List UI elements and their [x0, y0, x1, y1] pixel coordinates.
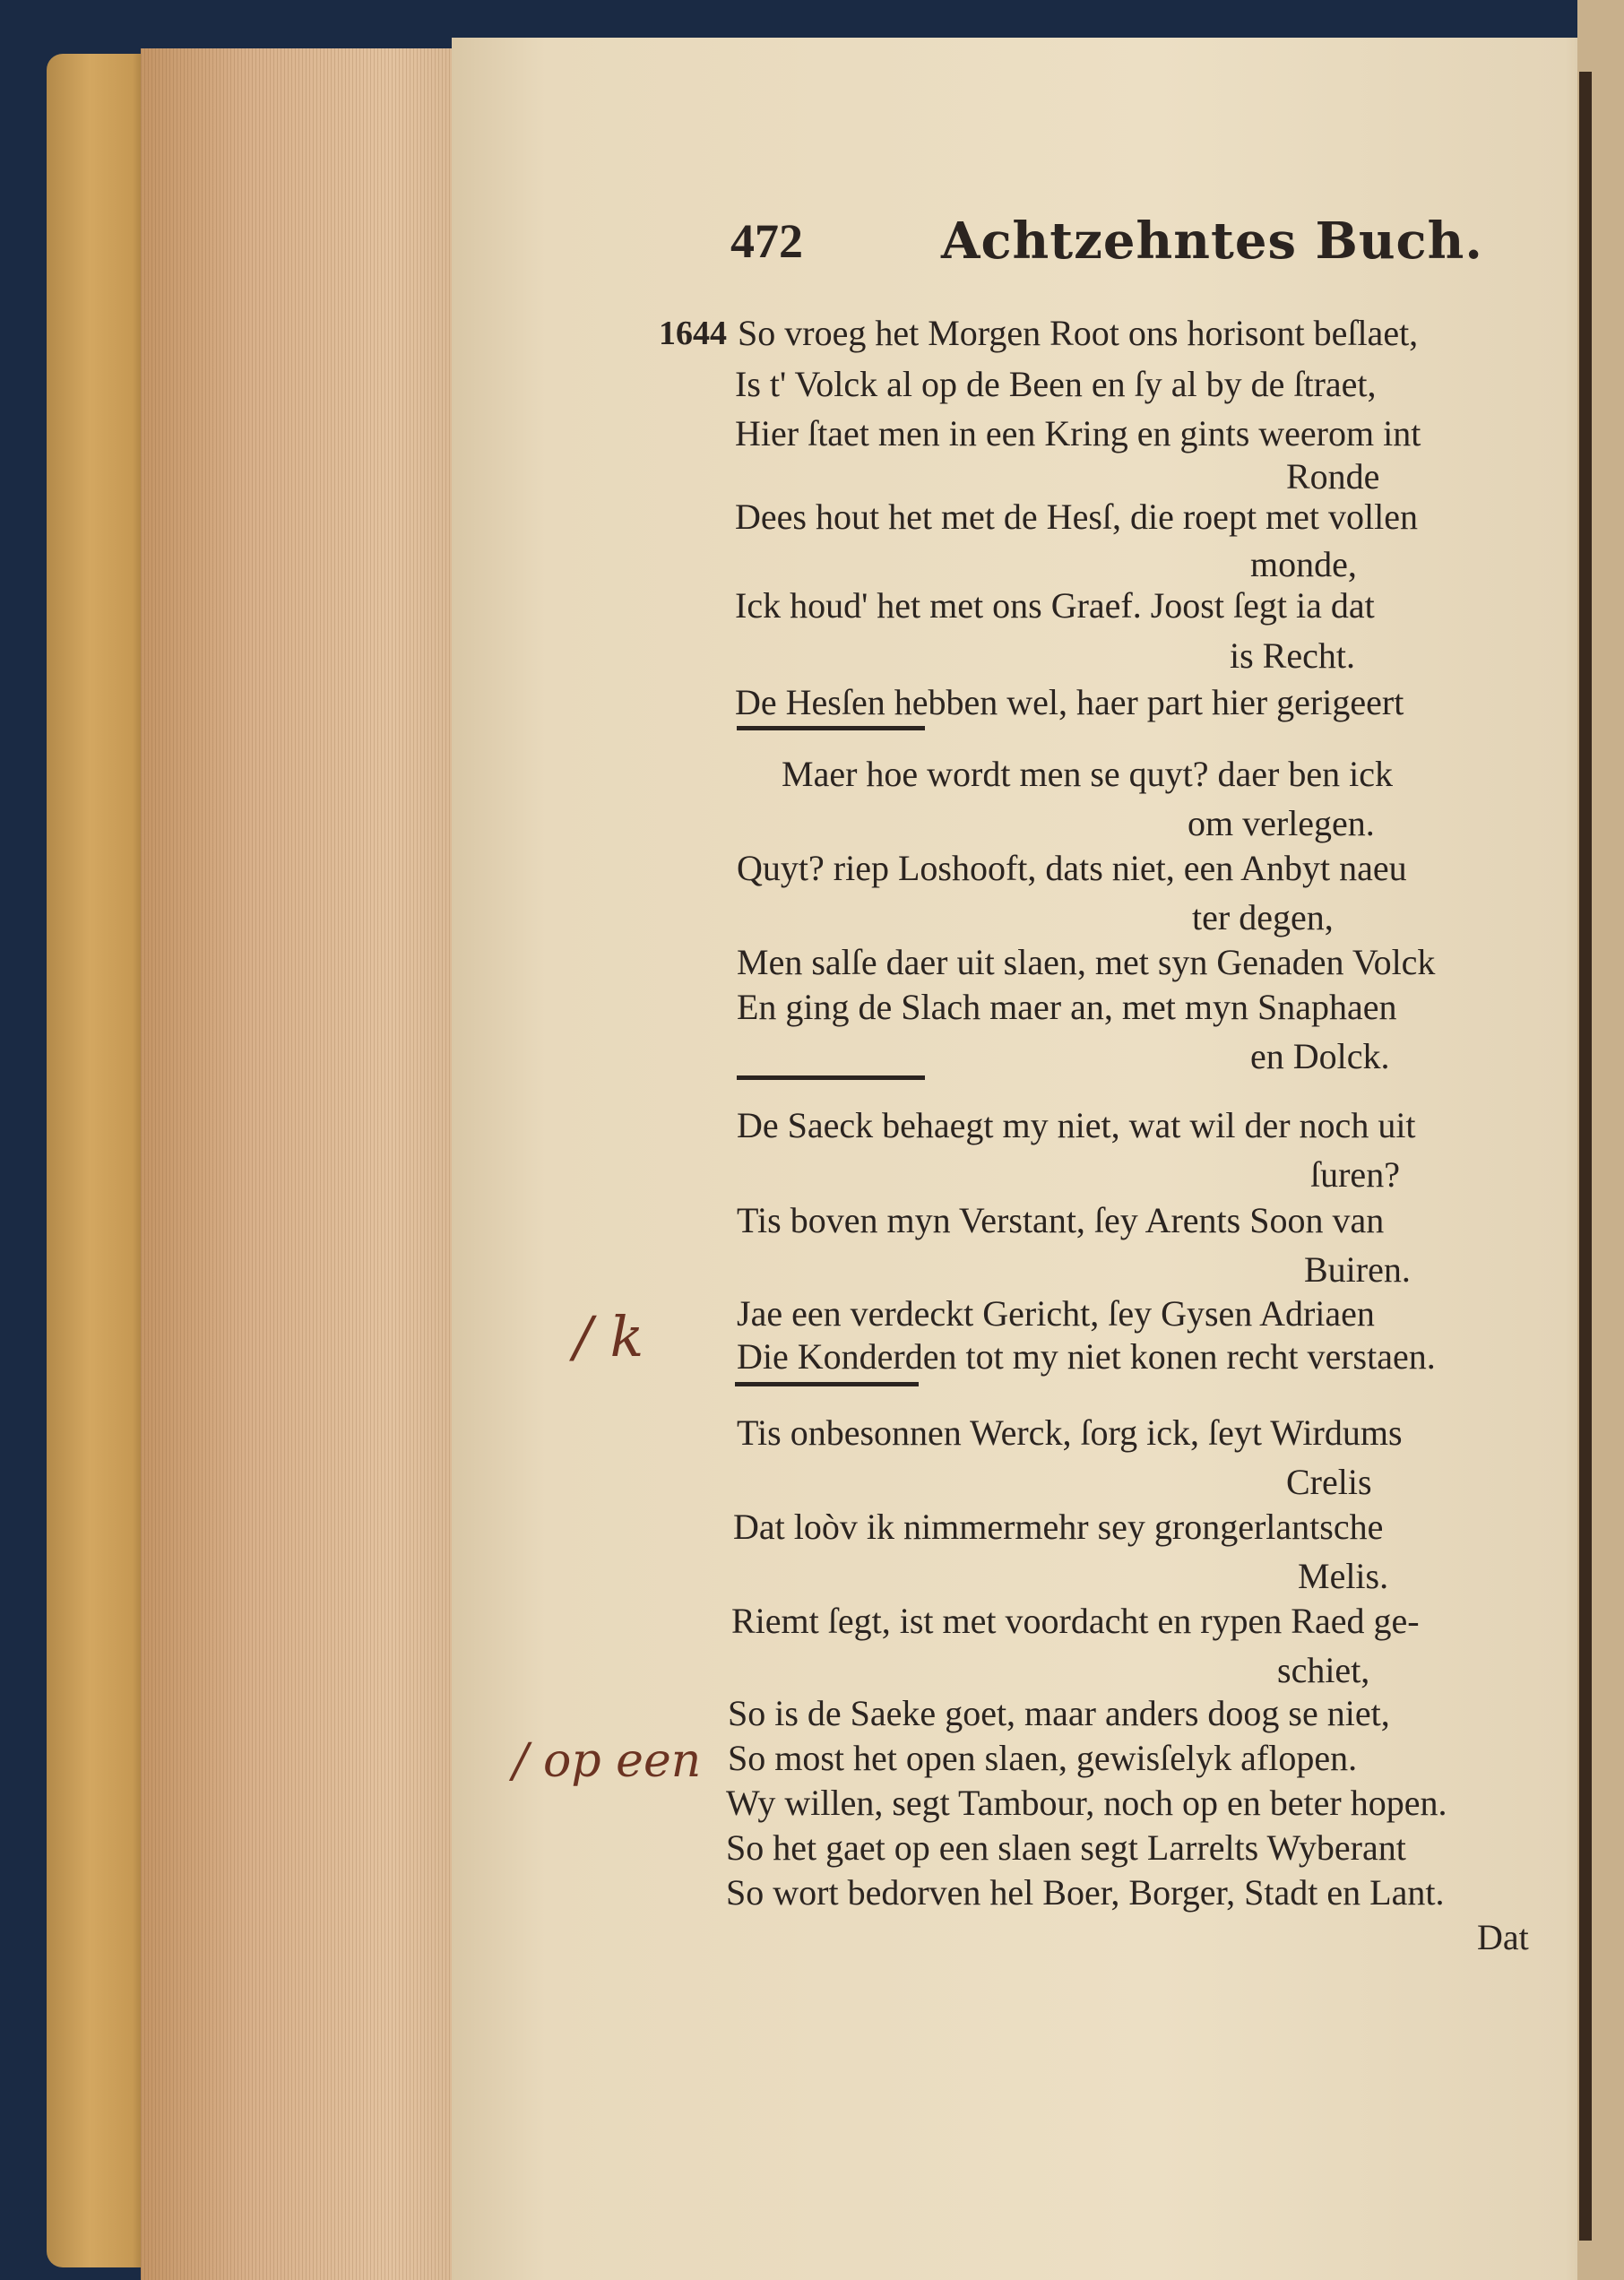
verse-line: En ging de Slach maer an, met myn Snaphaen: [737, 987, 1397, 1027]
verse-line: Dees hout het met de Hesſ, die roept met vollen: [735, 497, 1419, 537]
verse-line: Men salſe daer uit slaen, met syn Genaden Volck: [737, 942, 1436, 982]
verse-line: Maer hoe wordt men se quyt? daer ben ick: [782, 754, 1393, 794]
handwritten-note: / k: [574, 1304, 644, 1369]
verse-line: om verlegen.: [1188, 803, 1375, 843]
verse-line: is Recht.: [1230, 635, 1355, 676]
verse-line: Dat loòv ik nimmermehr sey grongerlantsche: [733, 1507, 1384, 1547]
verse-line: Is t' Volck al op de Been en ſy al by de ſtraet,: [735, 364, 1377, 404]
verse-line: Ick houd' het met ons Graef. Joost ſegt ia dat: [735, 585, 1375, 626]
running-title: Achtzehntes Buch.: [941, 212, 1483, 271]
verse-line: Wy willen, segt Tambour, noch op en beter hopen.: [726, 1783, 1447, 1823]
verse-line: ter degen,: [1192, 897, 1334, 937]
rule: [737, 726, 925, 730]
page-number: 472: [730, 214, 803, 268]
handwritten-note: / op een: [513, 1734, 702, 1788]
verse-line: Quyt? riep Loshooft, dats niet, een Anbyt naeu: [737, 848, 1407, 888]
verse-line: Tis boven myn Verstant, ſey Arents Soon van: [737, 1200, 1385, 1240]
verse-line: Tis onbesonnen Werck, ſorg ick, ſeyt Wirdums: [737, 1412, 1403, 1453]
verse-line: So is de Saeke goet, maar anders doog se niet,: [728, 1693, 1390, 1733]
rule: [735, 1382, 919, 1386]
verse-line: en Dolck.: [1250, 1036, 1390, 1076]
verse-line: ſuren?: [1310, 1154, 1400, 1195]
verse-line: Riemt ſegt, ist met voordacht en rypen Raed ge-: [731, 1601, 1420, 1641]
verse-line: So vroeg het Morgen Root ons horisont beſlaet,: [738, 313, 1419, 353]
verse-line: So het gaet op een slaen segt Larrelts Wyberant: [726, 1827, 1406, 1868]
verse-line: So wort bedorven hel Boer, Borger, Stadt en Lant.: [726, 1872, 1445, 1913]
verse-line: Ronde: [1286, 456, 1380, 497]
verse-line: Die Konderden tot my niet konen recht verstaen.: [737, 1336, 1436, 1377]
verse-line: Buiren.: [1304, 1249, 1411, 1290]
verse-line: monde,: [1250, 544, 1357, 584]
verse-line: schiet,: [1277, 1650, 1370, 1690]
verse-line: Jae een verdeckt Gericht, ſey Gysen Adriaen: [737, 1293, 1375, 1334]
margin-year: 1644: [659, 315, 727, 352]
verse-line: Hier ſtaet men in een Kring en gints weerom int: [735, 413, 1421, 453]
verse-line: Crelis: [1286, 1462, 1372, 1502]
rule: [737, 1075, 925, 1080]
verse-line: De Hesſen hebben wel, haer part hier gerigeert: [735, 682, 1404, 722]
verse-line: So most het open slaen, gewisſelyk aflopen.: [728, 1738, 1358, 1778]
verse-line: De Saeck behaegt my niet, wat wil der noch uit: [737, 1105, 1416, 1145]
verse-line: Melis.: [1298, 1556, 1389, 1596]
catchword: Dat: [1477, 1917, 1529, 1957]
